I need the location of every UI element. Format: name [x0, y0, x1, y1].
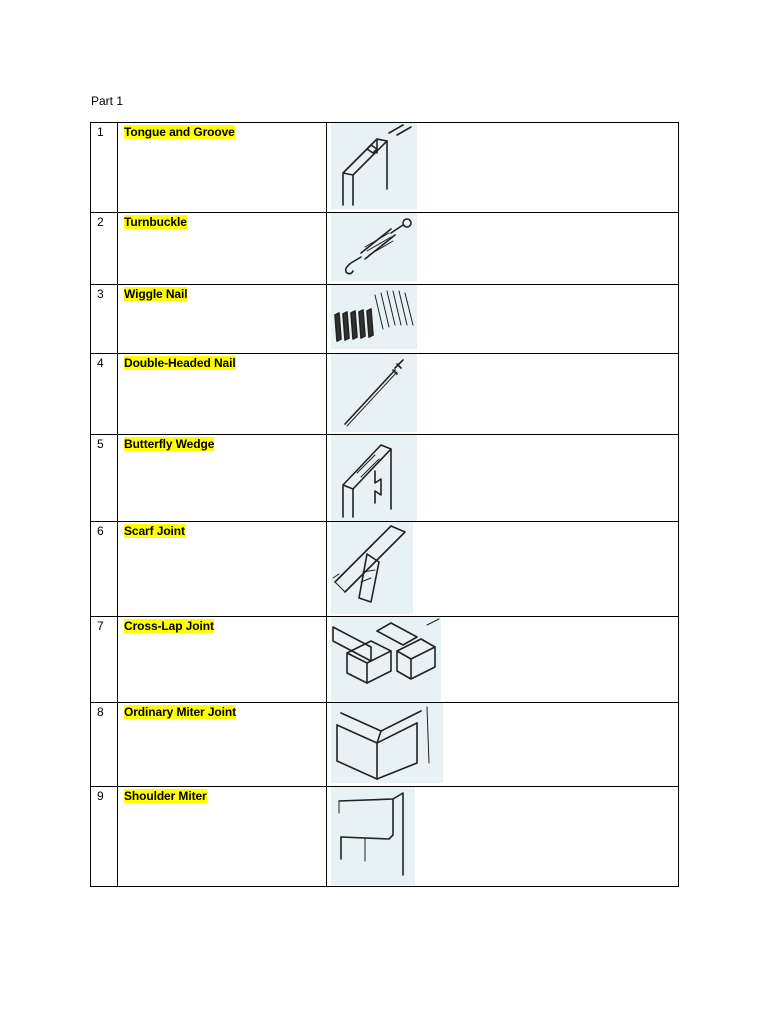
row-name-cell: [118, 213, 327, 285]
table-row: [91, 435, 679, 522]
row-picture-cell: [327, 123, 679, 213]
row-name: Tongue and Groove: [124, 125, 235, 139]
row-number: 3: [91, 285, 118, 354]
wiggle-nail-icon: [331, 285, 417, 349]
table-row: [91, 354, 679, 435]
row-picture-cell: [327, 703, 679, 787]
row-name-cell: [118, 787, 327, 887]
table-row: [91, 285, 679, 354]
row-picture-cell: [327, 787, 679, 887]
row-name: Scarf Joint: [124, 524, 185, 538]
shoulder-miter-icon: [331, 787, 415, 885]
turnbuckle-icon: [331, 213, 417, 281]
row-name-cell: [118, 522, 327, 617]
table-row: [91, 617, 679, 703]
tongue-and-groove-icon: [331, 123, 417, 209]
row-name: Turnbuckle: [124, 215, 187, 229]
row-name: Cross-Lap Joint: [124, 619, 214, 633]
double-headed-nail-icon: [331, 354, 417, 432]
row-number: 5: [91, 435, 118, 522]
row-picture-cell: [327, 354, 679, 435]
items-table: [90, 122, 679, 887]
table-row: [91, 522, 679, 617]
row-name: Butterfly Wedge: [124, 437, 215, 451]
row-picture-cell: [327, 617, 679, 703]
ordinary-miter-joint-icon: [331, 703, 443, 783]
row-name-cell: [118, 435, 327, 522]
row-number: 8: [91, 703, 118, 787]
row-name: Double-Headed Nail: [124, 356, 236, 370]
row-picture-cell: [327, 435, 679, 522]
row-name: Wiggle Nail: [124, 287, 188, 301]
table-row: [91, 123, 679, 213]
table-row: [91, 787, 679, 887]
cross-lap-joint-icon: [331, 617, 441, 701]
row-name-cell: [118, 354, 327, 435]
row-number: 4: [91, 354, 118, 435]
butterfly-wedge-icon: [331, 435, 417, 521]
row-name: Shoulder Miter: [124, 789, 207, 803]
row-name-cell: [118, 703, 327, 787]
part-title: Part 1: [91, 94, 124, 108]
row-name-cell: [118, 285, 327, 354]
row-number: 9: [91, 787, 118, 887]
scarf-joint-icon: [331, 522, 413, 614]
row-picture-cell: [327, 522, 679, 617]
row-name-cell: [118, 123, 327, 213]
table-row: [91, 703, 679, 787]
row-number: 2: [91, 213, 118, 285]
row-name: Ordinary Miter Joint: [124, 705, 237, 719]
row-number: 1: [91, 123, 118, 213]
row-name-cell: [118, 617, 327, 703]
row-picture-cell: [327, 213, 679, 285]
row-number: 7: [91, 617, 118, 703]
row-number: 6: [91, 522, 118, 617]
table-row: [91, 213, 679, 285]
row-picture-cell: [327, 285, 679, 354]
